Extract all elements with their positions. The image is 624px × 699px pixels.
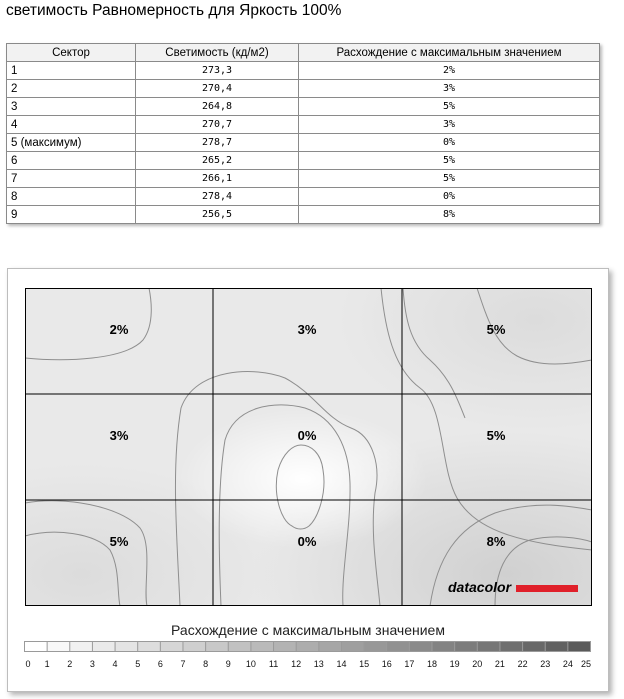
legend-title: Расхождение с максимальным значением: [171, 622, 445, 638]
column-header-sector: Сектор: [7, 44, 136, 62]
column-header-deviation: Расхождение с максимальным значением: [299, 44, 600, 62]
table-row: [7, 62, 600, 80]
scale-tick-label: 11: [268, 659, 279, 669]
table-row: [7, 134, 600, 152]
scale-tick-label: 21: [494, 659, 505, 669]
scale-swatch: [47, 642, 70, 652]
sector-8-value: 0%: [297, 534, 317, 549]
scale-swatch: [183, 642, 206, 652]
deviation-cell: 3%: [299, 80, 600, 98]
sector-5-value: 0%: [297, 428, 317, 443]
luminance-cell: 256,5: [136, 206, 299, 224]
scale-swatch: [70, 642, 93, 652]
scale-tick-label: 6: [157, 659, 163, 669]
scale-tick-label: 12: [291, 659, 302, 669]
sector-9-value: 8%: [486, 534, 506, 549]
scale-tick-label: 10: [245, 659, 256, 669]
sector-6-value: 5%: [486, 428, 506, 443]
deviation-cell: 0%: [299, 134, 600, 152]
sector-1-value: 2%: [109, 322, 129, 337]
scale-swatch: [115, 642, 138, 652]
table-row: [7, 98, 600, 116]
luminance-cell: 270,7: [136, 116, 299, 134]
scale-tick-label: 3: [89, 659, 95, 669]
sector-cell: 4: [7, 116, 136, 134]
luminance-cell: 265,2: [136, 152, 299, 170]
sector-cell: 7: [7, 170, 136, 188]
scale-swatch: [477, 642, 500, 652]
scale-swatch: [545, 642, 568, 652]
sector-cell: 8: [7, 188, 136, 206]
scale-swatch: [228, 642, 251, 652]
luminance-cell: 273,3: [136, 62, 299, 80]
deviation-cell: 5%: [299, 152, 600, 170]
scale-tick-label: 7: [180, 659, 186, 669]
sector-4-value: 3%: [109, 428, 129, 443]
scale-tick-label: 23: [540, 659, 551, 669]
sector-7-value: 5%: [109, 534, 129, 549]
sector-cell: 1: [7, 62, 136, 80]
table-row: [7, 170, 600, 188]
scale-tick-label: 8: [203, 659, 209, 669]
scale-tick-label: 14: [336, 659, 347, 669]
scale-swatch: [251, 642, 274, 652]
sector-2-value: 3%: [297, 322, 317, 337]
scale-tick-label: 5: [135, 659, 141, 669]
sector-3-value: 5%: [486, 322, 506, 337]
scale-tick-labels: [25, 659, 591, 669]
scale-swatch: [206, 642, 229, 652]
luminance-table: [6, 43, 600, 224]
scale-tick-label: 24: [562, 659, 573, 669]
deviation-cell: 5%: [299, 170, 600, 188]
sector-cell: 6: [7, 152, 136, 170]
sector-cell: 3: [7, 98, 136, 116]
scale-swatch: [92, 642, 115, 652]
scale-tick-label: 15: [359, 659, 370, 669]
luminance-cell: 278,7: [136, 134, 299, 152]
deviation-cell: 3%: [299, 116, 600, 134]
scale-tick-label: 2: [67, 659, 73, 669]
scale-swatch: [160, 642, 183, 652]
logo-accent-bar: [516, 585, 578, 592]
deviation-cell: 5%: [299, 98, 600, 116]
deviation-cell: 0%: [299, 188, 600, 206]
luminance-cell: 266,1: [136, 170, 299, 188]
scale-swatch: [500, 642, 523, 652]
scale-tick-label: 1: [44, 659, 50, 669]
scale-tick-label: 25: [580, 659, 592, 669]
table-row: [7, 206, 600, 224]
deviation-cell: 8%: [299, 206, 600, 224]
table-row: [7, 116, 600, 134]
sector-cell: 2: [7, 80, 136, 98]
table-header-row: [7, 44, 600, 62]
scale-tick-label: 17: [404, 659, 415, 669]
deviation-cell: 2%: [299, 62, 600, 80]
scale-swatch: [455, 642, 478, 652]
scale-tick-label: 0: [25, 659, 31, 669]
scale-swatch: [296, 642, 319, 652]
scale-swatch: [432, 642, 455, 652]
uniformity-heatmap: [25, 288, 592, 606]
scale-swatch: [409, 642, 432, 652]
scale-tick-label: 19: [449, 659, 460, 669]
scale-swatch: [523, 642, 546, 652]
table-row: [7, 152, 600, 170]
scale-swatch: [25, 642, 48, 652]
scale-tick-label: 22: [517, 659, 528, 669]
luminance-cell: 270,4: [136, 80, 299, 98]
scale-swatch: [568, 642, 591, 652]
scale-swatch: [319, 642, 342, 652]
scale-swatch: [138, 642, 161, 652]
table-row: [7, 80, 600, 98]
scale-swatches: [25, 642, 591, 652]
scale-tick-label: 13: [313, 659, 324, 669]
luminance-cell: 278,4: [136, 188, 299, 206]
deviation-scale-bar: [24, 641, 592, 673]
luminance-cell: 264,8: [136, 98, 299, 116]
scale-tick-label: 18: [427, 659, 438, 669]
sector-cell: 9: [7, 206, 136, 224]
uniformity-panel: [7, 268, 609, 692]
scale-swatch: [364, 642, 387, 652]
scale-tick-label: 16: [381, 659, 392, 669]
scale-tick-label: 9: [225, 659, 231, 669]
scale-swatch: [274, 642, 297, 652]
logo-text: datacolor: [448, 579, 512, 595]
page-title: светимость Равномерность для Яркость 100%: [6, 2, 342, 19]
column-header-luminance: Светимость (кд/м2): [136, 44, 299, 62]
table-row: [7, 188, 600, 206]
scale-tick-label: 20: [472, 659, 483, 669]
scale-tick-label: 4: [112, 659, 118, 669]
scale-swatch: [387, 642, 410, 652]
scale-swatch: [341, 642, 364, 652]
sector-cell: 5 (максимум): [7, 134, 136, 152]
